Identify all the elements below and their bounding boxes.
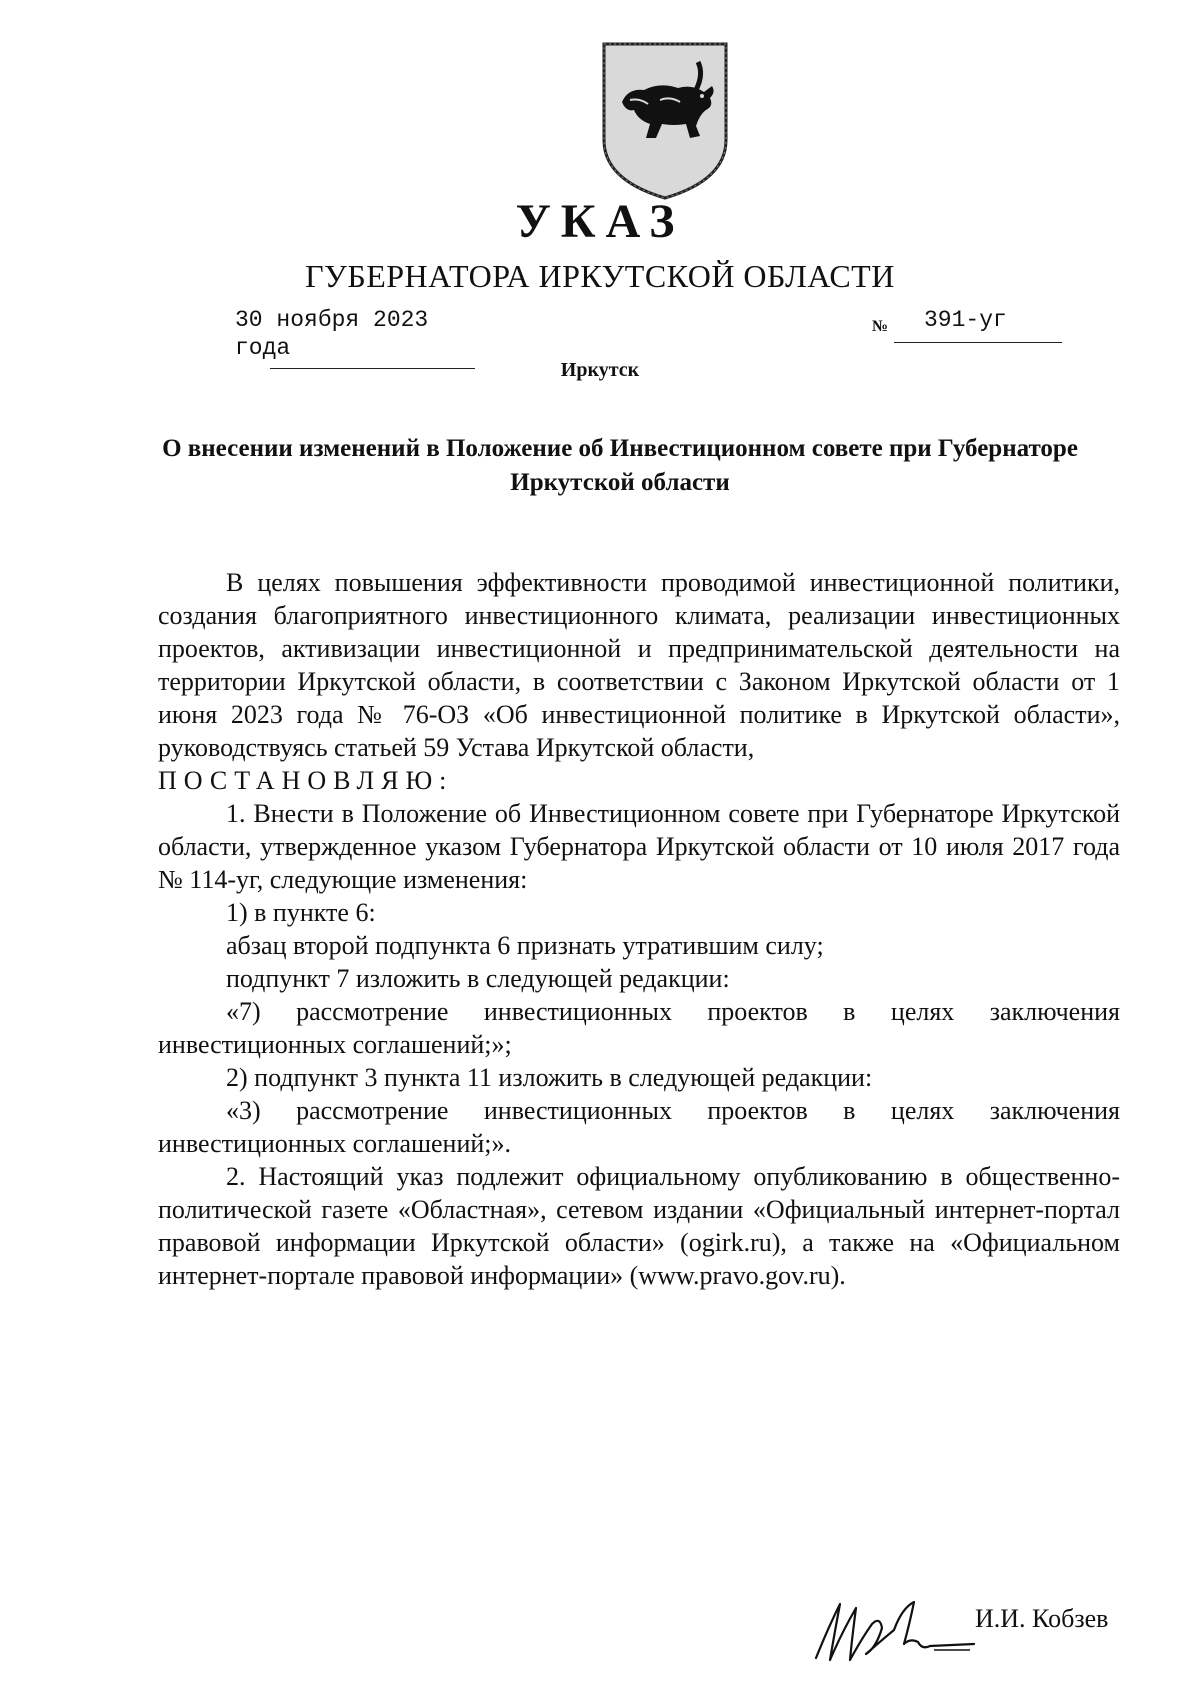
paragraph-1-item-1: 1) в пункте 6:: [226, 898, 376, 927]
document-title: О внесении изменений в Положение об Инвестиционном совете при Губернаторе Иркутской области: [162, 435, 1078, 496]
document-body: [158, 566, 1120, 1292]
signer-name: И.И. Кобзев: [975, 1604, 1109, 1633]
paragraph-1: 1. Внести в Положение об Инвестиционном совете при Губернаторе Иркутской области, утвержденное указом Губернатора Иркутской области от 10 июля 2017 года № 114-уг, следующие изменения:: [158, 799, 1120, 894]
paragraph-2: 2. Настоящий указ подлежит официальному опубликованию в общественно-политической газете «Областная», сетевом издании «Официальный интернет-портал правовой информации Иркутской области» (ogirk.ru), а также на «Официальном интернет-портале правовой информации» (www.pravo.gov.ru).: [158, 1162, 1120, 1290]
number-text: 391-уг: [924, 307, 1007, 333]
decree-verb: ПОСТАНОВЛЯЮ:: [158, 766, 454, 795]
city-name: Иркутск: [560, 359, 640, 381]
paragraph-1-item-1a: абзац второй подпункта 6 признать утратившим силу;: [226, 931, 824, 960]
paragraph-1-item-2: 2) подпункт 3 пункта 11 изложить в следующей редакции:: [226, 1063, 873, 1092]
irkutsk-coat-of-arms-icon: [600, 40, 730, 202]
number-sign: №: [872, 318, 889, 335]
preamble-paragraph: В целях повышения эффективности проводимой инвестиционной политики, создания благоприятного инвестиционного климата, реализации инвестиционных проектов, активизации инвестиционной и предпринимательской деятельности на территории Иркутской области, в соответствии с Законом Иркутской области от 1 июня 2023 года № 76-ОЗ «Об инвестиционной политике в Иркутской области», руководствуясь статьей 59 Устава Иркутской области,: [158, 568, 1120, 762]
paragraph-1-item-1c: «7) рассмотрение инвестиционных проектов в целях заключения инвестиционных соглашений;»;: [158, 997, 1120, 1059]
handwritten-signature: [810, 1588, 980, 1674]
issuer-heading: ГУБЕРНАТОРА ИРКУТСКОЙ ОБЛАСТИ: [305, 258, 895, 294]
paragraph-1-item-1b: подпункт 7 изложить в следующей редакции:: [226, 964, 730, 993]
number-underline: [894, 342, 1062, 343]
decree-heading: УКАЗ: [515, 195, 685, 248]
date-text: 30 ноября 2023 года: [235, 307, 429, 361]
paragraph-1-item-2a: «3) рассмотрение инвестиционных проектов в целях заключения инвестиционных соглашений;».: [158, 1096, 1120, 1158]
